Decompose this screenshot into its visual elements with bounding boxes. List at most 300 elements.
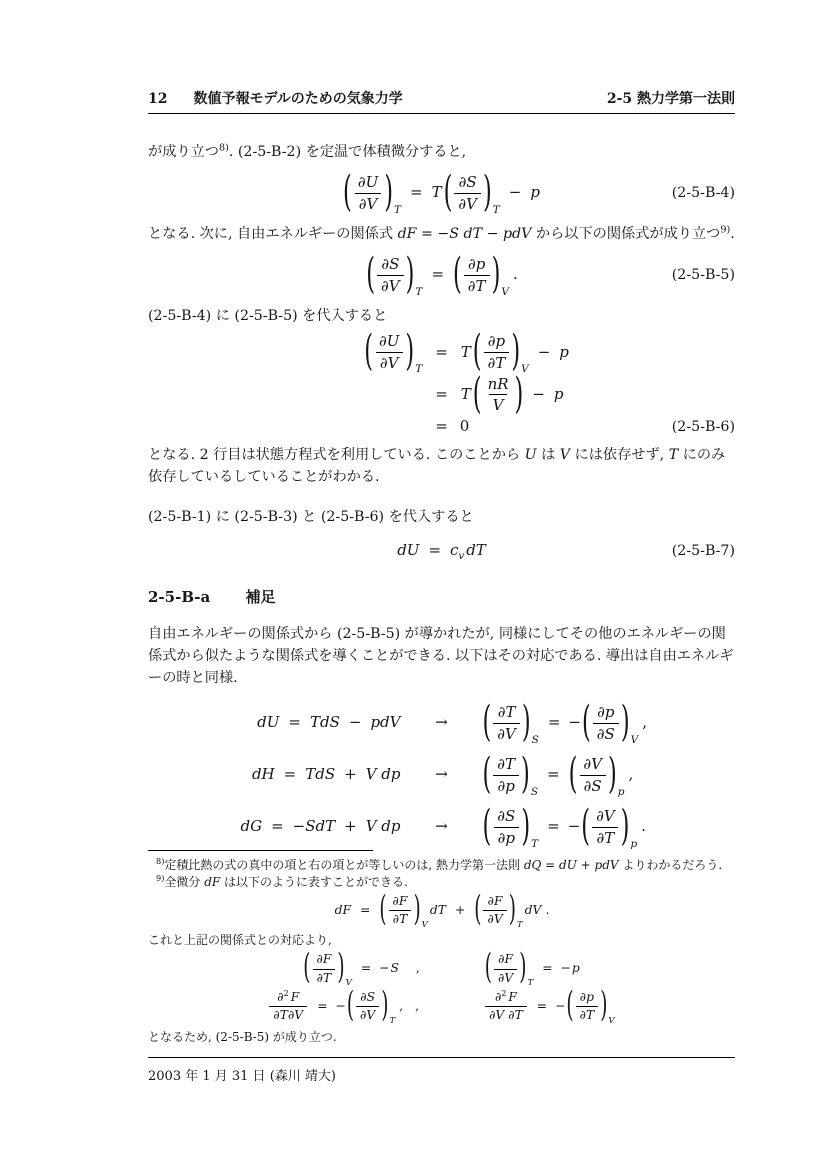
math-variable: dU <box>257 713 280 732</box>
paren-content <box>482 375 515 416</box>
math-text: − <box>567 817 581 836</box>
text-segment: から以下の関係式が成り立つ <box>531 226 721 242</box>
align-row <box>148 417 735 437</box>
math-variable: pdV <box>370 713 401 732</box>
paren-content <box>375 255 406 296</box>
inline-math: dF = −S dT − pdV <box>397 226 532 242</box>
math-variable: ∂F <box>498 952 514 967</box>
denominator <box>454 193 481 214</box>
numerator <box>354 173 382 193</box>
denominator <box>313 969 336 986</box>
paren-subscript: T <box>516 920 523 931</box>
equation-2-5-B-4 <box>148 170 735 216</box>
math-variable: ∂V <box>360 1008 376 1023</box>
math-operator: = <box>360 903 371 918</box>
document-body <box>148 141 735 856</box>
denominator <box>576 1006 599 1023</box>
math-variable: ∂F <box>487 894 503 908</box>
correspondence-equations <box>148 700 735 850</box>
numerator <box>377 255 403 275</box>
math-expression <box>251 765 402 785</box>
paren-subscript: V <box>630 733 639 746</box>
open-paren: ( <box>453 250 462 299</box>
fraction <box>576 990 599 1024</box>
math-text: 0 <box>459 417 470 436</box>
denominator <box>464 275 490 296</box>
open-paren: ( <box>568 750 578 799</box>
fraction <box>389 894 412 928</box>
numerator <box>484 894 507 910</box>
open-paren: ( <box>582 698 591 747</box>
paren-group <box>303 948 352 989</box>
fraction <box>484 332 510 373</box>
numerator <box>455 173 481 193</box>
math-operator: − <box>532 385 545 403</box>
paragraph-supplement <box>148 623 735 689</box>
footnote-equation-first-derivatives <box>148 948 735 989</box>
equals-sign: = <box>435 385 448 403</box>
paren-subscript: V <box>501 285 509 298</box>
open-paren: ( <box>343 168 352 217</box>
math-variable: ∂S <box>583 776 602 795</box>
paren-content <box>591 703 621 744</box>
close-paren: ) <box>508 890 516 929</box>
math-variable: p <box>530 183 540 202</box>
denominator <box>494 969 517 986</box>
equation-tag: (2-5-B-4) <box>671 184 735 201</box>
paren-content <box>574 990 601 1024</box>
math-variable: ∂$^2$ <box>277 988 289 1004</box>
open-paren: ( <box>303 948 311 988</box>
numerator <box>491 990 521 1006</box>
numerator <box>389 894 412 910</box>
paren-subscript: T <box>492 203 500 216</box>
denominator <box>355 193 382 214</box>
text-segment: にのみ依存しているしていることがわかる. <box>148 447 726 485</box>
paren-subscript: T <box>394 203 402 216</box>
paren-group <box>482 750 539 799</box>
math-variable: ∂V <box>379 353 399 372</box>
close-paren: ) <box>519 948 527 988</box>
math-operator: − <box>508 183 522 202</box>
math-expression <box>342 168 541 217</box>
footer-rule <box>148 1057 735 1058</box>
footnote-9 <box>148 874 735 891</box>
text-segment: 全微分 <box>164 874 205 889</box>
math-operator: = <box>410 183 423 202</box>
page-header <box>148 88 735 114</box>
numerator <box>493 807 519 827</box>
numerator <box>484 375 513 395</box>
paren-subscript: T <box>415 285 423 298</box>
equation-2-5-B-5 <box>148 252 735 298</box>
math-variable: T <box>431 183 442 202</box>
math-variable: ∂V ∂T <box>489 1008 523 1023</box>
inline-math: T <box>668 447 679 463</box>
fraction <box>269 990 307 1024</box>
text-segment: 定積比熱の式の真中の項と右の項とが等しいのは, 熱力学第一法則 <box>164 858 524 872</box>
paren-group <box>379 890 428 931</box>
fraction <box>377 255 404 296</box>
footnote-marker: 8) <box>218 142 229 154</box>
text-segment: (2-5-B-4) に (2-5-B-5) を代入すると <box>148 308 388 324</box>
paren-content <box>491 807 521 848</box>
math-variable: ∂T <box>497 702 516 721</box>
equation-tag: (2-5-B-7) <box>671 542 735 559</box>
footnote-marker: 9) <box>720 224 731 236</box>
open-paren: ( <box>482 750 492 799</box>
paren-subscript: p <box>630 837 638 850</box>
math-variable: ∂T <box>467 276 486 295</box>
close-paren: ) <box>600 986 608 1025</box>
correspondence-row <box>148 752 735 798</box>
math-text: − <box>335 999 346 1014</box>
math-operator: = <box>288 713 301 732</box>
math-variable: dT <box>429 903 446 918</box>
align-row <box>148 370 735 419</box>
paren-subscript: T <box>415 362 423 375</box>
paren-content <box>482 332 512 373</box>
math-variable: V dp <box>365 765 401 784</box>
align-row <box>148 327 735 376</box>
numerator <box>312 952 335 968</box>
text-segment: となる. 次に, 自由エネルギーの関係式 <box>148 226 398 242</box>
math-operator: = <box>547 817 560 836</box>
paren-group <box>343 168 402 217</box>
paren-subscript: p <box>617 785 625 798</box>
page-number: 12 <box>148 91 168 107</box>
arrow-icon: → <box>435 817 448 836</box>
paren-group <box>482 802 539 851</box>
math-expression <box>460 417 470 437</box>
math-variable: ∂T <box>596 828 615 847</box>
close-paren: ) <box>337 948 345 988</box>
math-text: − <box>568 713 582 732</box>
math-variable: ∂V <box>583 754 602 773</box>
open-paren: ( <box>482 698 492 747</box>
paren-content <box>491 755 521 796</box>
paren-group <box>346 986 396 1027</box>
footnote-mid-text: これと上記の関係式との対応より, <box>148 932 332 947</box>
math-operator: = <box>360 961 372 976</box>
paren-subscript: V <box>345 978 352 989</box>
fraction <box>493 807 519 848</box>
fraction <box>493 703 520 744</box>
paren-content <box>354 990 381 1024</box>
subsection-title: 補足 <box>245 588 276 606</box>
paren-group <box>366 250 423 299</box>
text-segment: となる. 2 行目は状態方程式を利用している. このことから <box>148 447 525 463</box>
fraction <box>592 807 619 848</box>
fraction <box>579 755 606 796</box>
math-expression <box>460 370 565 419</box>
close-paren: ) <box>607 750 617 799</box>
close-paren: ) <box>381 986 389 1025</box>
footnotes-section <box>148 850 735 1045</box>
math-variable: ∂V <box>498 970 514 985</box>
math-variable: ∂U <box>357 172 379 191</box>
denominator <box>269 1006 307 1023</box>
math-operator: = <box>536 999 548 1014</box>
paren-group <box>472 327 529 376</box>
paren-content <box>481 894 508 928</box>
close-paren: ) <box>405 250 415 299</box>
denominator <box>484 352 510 373</box>
paren-subscript: T <box>389 1016 396 1027</box>
math-punctuation: , <box>642 713 647 732</box>
paragraph-intro <box>148 141 735 163</box>
math-expression <box>239 817 401 837</box>
open-paren: ( <box>443 168 453 217</box>
footnote-marker: 8) <box>156 856 165 866</box>
fraction <box>485 990 527 1024</box>
close-paren: ) <box>521 698 531 747</box>
doc-title: 数値予報モデルのための気象力学 <box>193 91 403 107</box>
math-variable: dH <box>251 765 275 784</box>
math-variable: ∂F <box>392 894 408 908</box>
fraction <box>375 332 403 373</box>
numerator <box>464 255 489 275</box>
close-paren: ) <box>482 168 492 217</box>
math-expression <box>396 541 487 561</box>
paren-subscript: S <box>530 785 539 798</box>
math-variable: ∂T <box>316 970 332 985</box>
math-variable: F <box>290 989 300 1004</box>
paren-group <box>482 698 539 747</box>
math-variable: ∂V <box>596 806 615 825</box>
paren-group <box>472 370 524 419</box>
denominator <box>389 910 412 927</box>
inline-math: U <box>524 447 537 463</box>
fraction <box>312 952 335 986</box>
denominator <box>580 775 606 796</box>
paren-content <box>577 755 608 796</box>
paren-subscript: T <box>527 978 534 989</box>
text-segment: . (2-5-B-2) を定温で体積微分すると, <box>228 144 467 160</box>
math-text: , <box>415 961 420 976</box>
paren-group <box>453 250 509 299</box>
math-variable: ∂V <box>487 912 503 927</box>
math-variable: ∂S <box>497 806 516 825</box>
page-footer <box>148 1057 735 1084</box>
numerator <box>484 332 509 352</box>
section-title: 2-5 熱力学第一法則 <box>606 91 735 107</box>
open-paren: ( <box>566 986 574 1025</box>
paren-group <box>568 750 625 799</box>
open-paren: ( <box>366 250 376 299</box>
math-text: − <box>560 961 571 976</box>
paren-content <box>492 952 519 986</box>
math-variable: ∂p <box>487 332 506 350</box>
math-variable: $c_v$ <box>450 541 465 563</box>
paragraph-substitute-2 <box>148 506 735 528</box>
close-paren: ) <box>413 890 421 929</box>
math-expression <box>460 327 570 376</box>
footer-date-author: 2003 年 1 月 31 日 (森川 靖大) <box>148 1069 336 1084</box>
math-operator: = <box>547 765 560 784</box>
math-expression <box>256 713 401 733</box>
close-paren: ) <box>511 327 521 376</box>
numerator <box>273 990 303 1006</box>
open-paren: ( <box>472 370 482 419</box>
close-paren: ) <box>521 802 531 851</box>
paren-subscript: V <box>421 920 428 931</box>
paren-group <box>566 986 615 1027</box>
text-segment: には依存せず, <box>570 447 669 463</box>
math-variable: ∂p <box>497 828 515 847</box>
math-variable: dG <box>240 817 263 836</box>
math-operator: = <box>431 265 445 284</box>
fraction <box>464 255 490 296</box>
text-segment: は <box>536 447 560 463</box>
math-variable: ∂T <box>487 353 506 372</box>
paren-content <box>590 807 621 848</box>
open-paren: ( <box>482 802 492 851</box>
math-punctuation: , <box>628 765 634 784</box>
open-paren: ( <box>581 802 591 851</box>
numerator <box>593 703 618 723</box>
subsection-number: 2-5-B-a <box>148 588 211 606</box>
numerator <box>576 990 598 1006</box>
math-variable: F <box>508 989 517 1004</box>
close-paren: ) <box>405 327 415 376</box>
math-variable: p <box>559 342 569 361</box>
math-punctuation: . <box>512 265 518 284</box>
paren-group <box>364 327 423 376</box>
inline-math: dF <box>204 874 221 889</box>
paren-group <box>484 948 534 989</box>
math-variable: V dp <box>365 817 401 836</box>
math-variable: ∂T∂V <box>273 1008 304 1023</box>
math-operator: = <box>283 765 297 784</box>
math-variable: ∂p <box>597 702 615 721</box>
math-variable: S <box>390 961 399 976</box>
arrow-icon: → <box>435 713 448 732</box>
fraction <box>494 952 517 986</box>
open-paren: ( <box>484 948 492 988</box>
math-operator: + <box>344 817 357 836</box>
math-variable: T <box>460 385 471 403</box>
fraction <box>454 173 481 214</box>
paren-group <box>581 802 638 851</box>
correspondence-row <box>148 804 735 850</box>
math-variable: TdS <box>305 765 336 784</box>
math-variable: dT <box>466 541 486 560</box>
math-operator: − <box>348 713 362 732</box>
equation-tag: (2-5-B-6) <box>671 418 735 435</box>
math-variable: ∂V <box>381 276 400 295</box>
denominator <box>493 723 520 744</box>
math-text: − <box>555 999 566 1014</box>
text-segment: は以下のように表すことができる. <box>220 874 408 889</box>
footnote-rule <box>148 850 373 851</box>
denominator <box>485 1006 527 1023</box>
denominator <box>483 910 506 927</box>
math-text: − <box>379 961 390 976</box>
close-paren: ) <box>620 802 630 851</box>
fraction <box>483 894 506 928</box>
correspondence-row <box>148 700 735 746</box>
paren-subscript: V <box>608 1016 615 1027</box>
denominator <box>493 775 518 796</box>
paragraph-free-energy <box>148 223 735 245</box>
math-punctuation: , <box>399 999 404 1014</box>
open-paren: ( <box>474 890 482 929</box>
math-variable: ∂S <box>596 724 615 743</box>
footnote-marker: 9) <box>156 872 165 883</box>
fraction <box>356 990 379 1024</box>
numerator <box>579 755 606 775</box>
math-variable: ∂$^2$ <box>494 988 507 1004</box>
math-operator: − <box>537 342 551 361</box>
fraction <box>493 755 519 796</box>
math-variable: ∂p <box>497 776 515 795</box>
denominator <box>356 1006 379 1023</box>
paren-content <box>452 173 483 214</box>
math-variable: ∂p <box>579 989 595 1004</box>
math-variable: ∂V <box>497 724 516 743</box>
math-operator: = <box>428 541 442 560</box>
numerator <box>494 952 517 968</box>
paren-subscript: S <box>531 733 539 746</box>
math-text: , <box>415 999 420 1014</box>
denominator <box>376 352 403 373</box>
math-variable: V <box>492 396 504 415</box>
math-variable: p <box>553 385 564 403</box>
paren-group <box>443 168 500 217</box>
math-variable: ∂V <box>358 194 378 213</box>
equation-2-5-B-6 <box>148 327 735 437</box>
paragraph-conclusion <box>148 444 735 488</box>
math-expression <box>482 750 634 799</box>
denominator <box>593 723 619 744</box>
math-variable: ∂S <box>381 254 400 273</box>
math-variable: ∂p <box>468 254 486 273</box>
close-paren: ) <box>514 370 524 419</box>
paren-content <box>310 952 337 986</box>
footnote-8 <box>148 857 735 874</box>
math-variable: ∂T <box>392 912 408 927</box>
math-variable: ∂U <box>379 332 400 350</box>
math-variable: nR <box>487 374 509 393</box>
paren-content <box>352 173 384 214</box>
open-paren: ( <box>472 327 482 376</box>
math-expression <box>363 327 423 376</box>
math-operator: = <box>542 961 553 976</box>
math-variable: T <box>460 342 471 361</box>
paren-subscript: V <box>521 362 529 375</box>
paren-content <box>373 332 405 373</box>
math-variable: ∂V <box>458 194 477 213</box>
math-variable: ∂F <box>316 952 332 967</box>
paragraph-substitute <box>148 305 735 327</box>
math-variable: ∂S <box>360 989 376 1004</box>
denominator <box>494 827 519 848</box>
fraction <box>593 703 619 744</box>
math-variable: −SdT <box>292 817 336 836</box>
math-operator: + <box>454 903 466 918</box>
arrow-icon: → <box>435 765 448 784</box>
close-paren: ) <box>491 250 501 299</box>
footnote-equation-second-derivatives <box>148 986 735 1027</box>
inline-math: V <box>559 447 571 463</box>
math-operator: = <box>317 999 328 1014</box>
denominator <box>489 394 508 415</box>
math-variable: dU <box>397 541 420 560</box>
math-expression <box>482 802 646 851</box>
subsection-heading <box>148 586 735 608</box>
inline-math: dQ = dU + pdV <box>523 858 619 872</box>
